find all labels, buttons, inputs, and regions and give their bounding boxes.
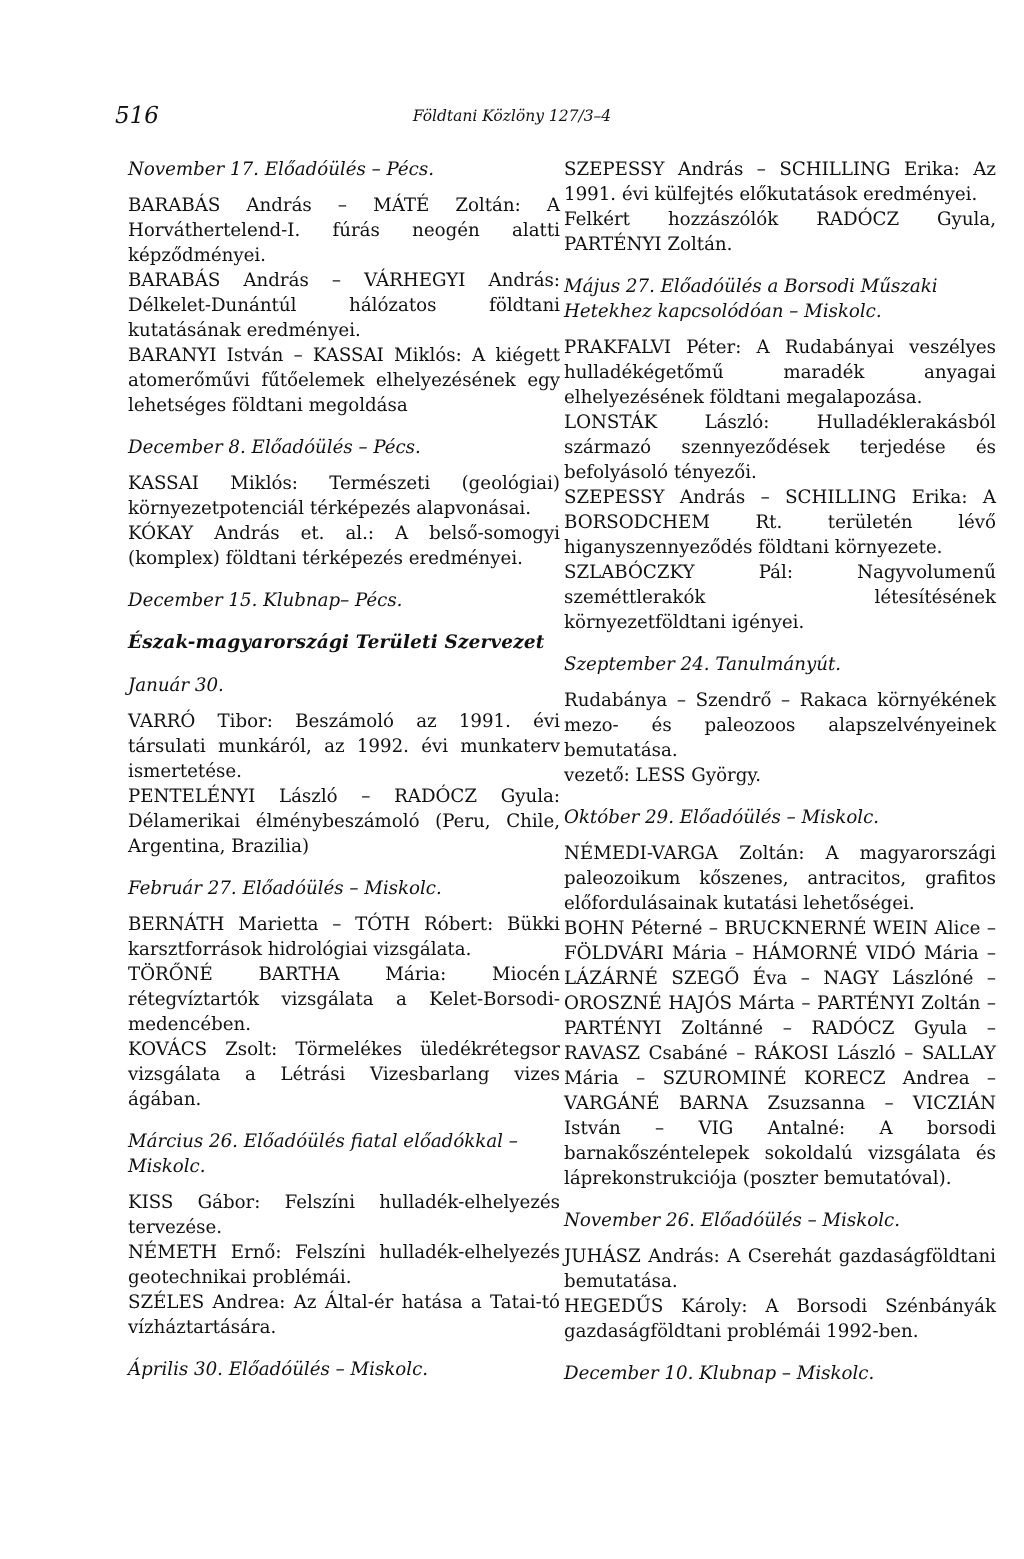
event-date: December 8. Előadóülés – Pécs. bbox=[128, 437, 421, 458]
presentation-entry: LONSTÁK László: Hulladéklerakásból származó szennyeződések terjedése és befolyásoló tényezői. bbox=[564, 412, 996, 483]
presentation-entry: HEGEDŰS Károly: A Borsodi Szénbányák gazdaságföldtani problémái 1992-ben. bbox=[564, 1296, 996, 1342]
left-column bbox=[128, 157, 560, 1399]
event-date: November 26. Előadóülés – Miskolc. bbox=[564, 1210, 901, 1231]
presentation-entry: vezető: LESS György. bbox=[564, 765, 762, 786]
presentation-entry: SZLABÓCZKY Pál: Nagyvolumenű szeméttlerakók létesítésének környezetföldtani igényei. bbox=[564, 562, 996, 633]
event-date: Március 26. Előadóülés fiatal előadókkal – Miskolc. bbox=[128, 1131, 518, 1177]
event-block bbox=[564, 652, 996, 788]
presentation-entry: KASSAI Miklós: Természeti (geológiai) környezetpotenciál térképezés alapvonásai. bbox=[128, 473, 560, 519]
presentation-entry: Rudabánya – Szendrő – Rakaca környékének mezo- és paleozoos alapszelvényeinek bemutatása. bbox=[564, 690, 996, 761]
presentation-entry: PENTELÉNYI László – RADÓCZ Gyula: Délamerikai élménybeszámoló (Peru, Chile, Argentina, Brazilia) bbox=[128, 786, 560, 857]
event-date: November 17. Előadóülés – Pécs. bbox=[128, 159, 434, 180]
presentation-entry: PRAKFALVI Péter: A Rudabányai veszélyes hulladékégetőmű maradék anyagai elhelyezésének földtani megalapozása. bbox=[564, 337, 996, 408]
event-date: Szeptember 24. Tanulmányút. bbox=[564, 654, 842, 675]
event-block bbox=[564, 1361, 996, 1386]
presentation-entry: NÉMETH Ernő: Felszíni hulladék-elhelyezés geotechnikai problémái. bbox=[128, 1242, 560, 1288]
presentation-entry: BERNÁTH Marietta – TÓTH Róbert: Bükki karsztforrások hidrológiai vizsgálata. bbox=[128, 914, 560, 960]
right-column bbox=[564, 157, 996, 1403]
event-block bbox=[128, 157, 560, 418]
event-date: Január 30. bbox=[128, 675, 224, 696]
event-date: Május 27. Előadóülés a Borsodi Műszaki Hetekhez kapcsolódóan – Miskolc. bbox=[564, 276, 938, 322]
presentation-entry: TÖRŐNÉ BARTHA Mária: Miocén rétegvíztartók vizsgálata a Kelet-Borsodi-medencében. bbox=[128, 964, 560, 1035]
presentation-entry: BARABÁS András – MÁTÉ Zoltán: A Horváthertelend-I. fúrás neogén alatti képződményei. bbox=[128, 195, 560, 266]
event-date: Február 27. Előadóülés – Miskolc. bbox=[128, 878, 442, 899]
event-block bbox=[564, 1208, 996, 1344]
presentation-entry: SZEPESSY András – SCHILLING Erika: Az 1991. évi külfejtés előkutatások eredményei. bbox=[564, 159, 996, 205]
section-title: Észak-magyarországi Területi Szervezet bbox=[128, 632, 545, 653]
event-date: December 10. Klubnap – Miskolc. bbox=[564, 1363, 875, 1384]
presentation-entry: KISS Gábor: Felszíni hulladék-elhelyezés tervezése. bbox=[128, 1192, 560, 1238]
event-date: December 15. Klubnap– Pécs. bbox=[128, 590, 403, 611]
presentation-entry: Felkért hozzászólók RADÓCZ Gyula, PARTÉNYI Zoltán. bbox=[564, 209, 996, 255]
presentation-entry: BARABÁS András – VÁRHEGYI András: Délkelet-Dunántúl hálózatos földtani kutatásának eredményei. bbox=[128, 270, 560, 341]
presentation-entry: KÓKAY András et. al.: A belső-somogyi (komplex) földtani térképezés eredményei. bbox=[128, 523, 560, 569]
event-block bbox=[128, 1357, 560, 1382]
presentation-entry: VARRÓ Tibor: Beszámoló az 1991. évi társulati munkáról, az 1992. évi munkaterv ismertetése. bbox=[128, 711, 560, 782]
presentation-entry: SZÉLES Andrea: Az Által-ér hatása a Tatai-tó vízháztartására. bbox=[128, 1292, 560, 1338]
event-block bbox=[128, 1129, 560, 1340]
event-block bbox=[128, 673, 560, 859]
event-block bbox=[128, 435, 560, 571]
event-date: Április 30. Előadóülés – Miskolc. bbox=[128, 1359, 429, 1380]
event-date: Október 29. Előadóülés – Miskolc. bbox=[564, 807, 880, 828]
running-head: Földtani Közlöny 127/3–4 bbox=[412, 107, 612, 125]
event-block bbox=[564, 274, 996, 635]
presentation-entry: SZEPESSY András – SCHILLING Erika: A BORSODCHEM Rt. területén lévő higanyszennyeződés földtani környezete. bbox=[564, 487, 996, 558]
presentation-entry: JUHÁSZ András: A Cserehát gazdaságföldtani bemutatása. bbox=[564, 1246, 996, 1292]
page-number: 516 bbox=[115, 103, 159, 129]
presentation-entry: KOVÁCS Zsolt: Törmelékes üledékrétegsor vizsgálata a Létrási Vizesbarlang vizes ágában. bbox=[128, 1039, 560, 1110]
presentation-entry: BARANYI István – KASSAI Miklós: A kiégett atomerőművi fűtőelemek elhelyezésének egy lehetséges földtani megoldása bbox=[128, 345, 560, 416]
event-block bbox=[564, 805, 996, 1191]
event-block bbox=[564, 157, 996, 257]
presentation-entry: BOHN Péterné – BRUCKNERNÉ WEIN Alice – FÖLDVÁRI Mária – HÁMORNÉ VIDÓ Mária – LÁZÁRNÉ SZEGŐ Éva – NAGY Lászlóné – OROSZNÉ HAJÓS Márta – PARTÉNYI Zoltán – PARTÉNYI Zoltánné – RADÓCZ Gyula – RAVASZ Csabáné – RÁKOSI László – SALLAY Mária – SZUROMINÉ KORECZ Andrea – VARGÁNÉ BARNA Zsuzsanna – VICZIÁN István – VIG Antalné: A borsodi barnakőszéntelepek sokoldalú vizsgálata és láprekonstrukciója (poszter bemutatóval). bbox=[564, 918, 996, 1189]
event-block bbox=[128, 588, 560, 613]
presentation-entry: NÉMEDI-VARGA Zoltán: A magyarországi paleozoikum kőszenes, antracitos, grafitos előfordulásainak kutatási lehetőségei. bbox=[564, 843, 996, 914]
event-block bbox=[128, 876, 560, 1112]
